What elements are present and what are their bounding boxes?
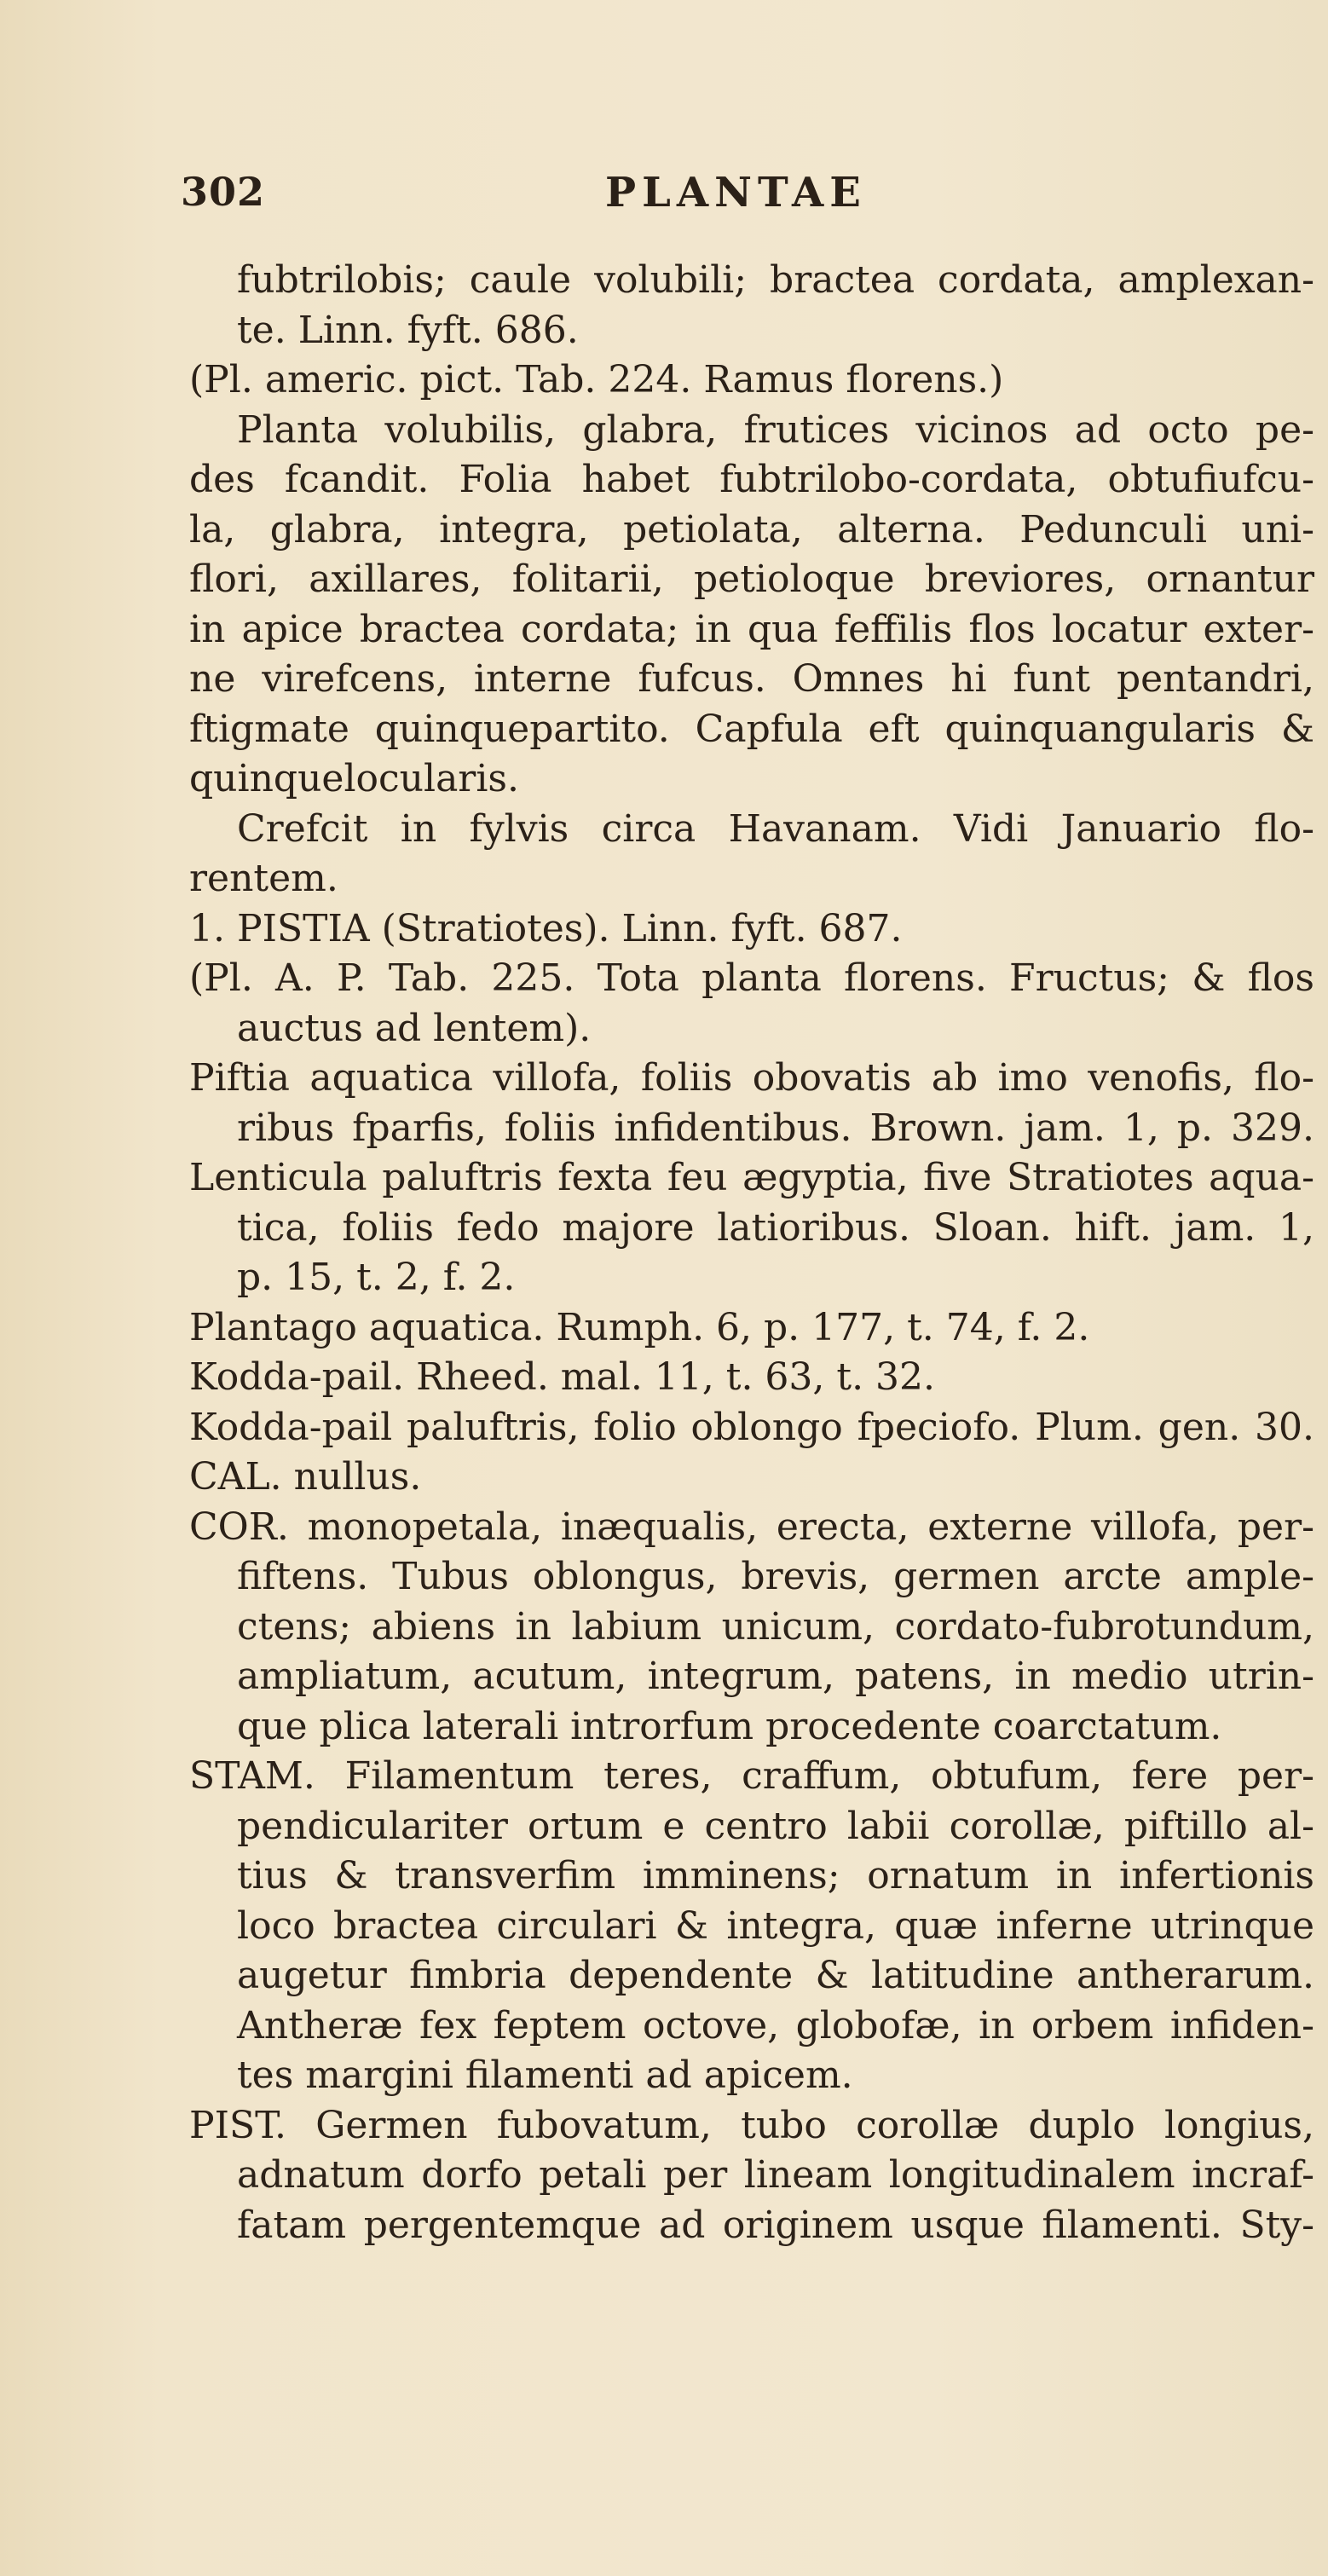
text-line: Kodda-pail. Rheed. mal. 11, t. 63, t. 32. <box>189 1355 936 1399</box>
text-line: Crefcit in fylvis circa Havanam. Vidi Januario flo- <box>237 806 1314 851</box>
text-line: COR. monopetala, inæqualis, erecta, externe villofa, per- <box>189 1505 1314 1549</box>
text-line: (Pl. A. P. Tab. 225. Tota planta florens. Fructus; & flos <box>189 956 1314 1000</box>
running-head: PLANTAE <box>605 169 867 217</box>
text-line: (Pl. americ. pict. Tab. 224. Ramus florens.) <box>189 358 1004 401</box>
text-line: fatam pergentemque ad originem usque filamenti. Sty- <box>237 2203 1314 2247</box>
text-line: la, glabra, integra, petiolata, alterna. Pedunculi uni- <box>189 507 1314 552</box>
text-line: ampliatum, acutum, integrum, patens, in medio utrin- <box>237 1655 1314 1698</box>
text-line: te. Linn. fyft. 686. <box>237 308 579 352</box>
text-line: Lenticula paluftris fexta feu ægyptia, five Stratiotes aqua- <box>189 1156 1314 1199</box>
text-line: PIST. Germen fubovatum, tubo corollæ duplo longius, <box>189 2103 1314 2147</box>
text-line: pendiculariter ortum e centro labii corollæ, piftillo al- <box>237 1804 1314 1848</box>
text-line: Antheræ fex feptem octove, globofæ, in orbem infiden- <box>237 2003 1314 2048</box>
text-line: fubtrilobis; caule volubili; bractea cordata, amplexan- <box>237 258 1314 302</box>
text-line: flori, axillares, folitarii, petioloque breviores, ornantur <box>189 557 1314 601</box>
text-line: auctus ad lentem). <box>237 1006 592 1050</box>
text-line: STAM. Filamentum teres, craffum, obtufum, fere per- <box>189 1754 1314 1798</box>
page-number: 302 <box>181 169 266 215</box>
text-line: Planta volubilis, glabra, frutices vicinos ad octo pe- <box>237 407 1314 452</box>
text-line: quinquelocularis. <box>189 757 519 800</box>
text-line: fiftens. Tubus oblongus, brevis, germen arcte ample- <box>237 1555 1314 1598</box>
text-line: que plica laterali introrfum procedente coarctatum. <box>237 1704 1222 1748</box>
text-line: Kodda-pail paluftris, folio oblongo fpeciofo. Plum. gen. 30. <box>189 1405 1314 1449</box>
page-header <box>0 169 1328 228</box>
text-line: loco bractea circulari & integra, quæ inferne utrinque <box>237 1903 1314 1948</box>
text-line: adnatum dorfo petali per lineam longitudinalem incraf- <box>237 2153 1314 2197</box>
page-body-text <box>189 256 1314 2250</box>
text-line: CAL. nullus. <box>189 1455 422 1499</box>
text-line: tica, foliis fedo majore latioribus. Sloan. hift. jam. 1, <box>237 1205 1314 1250</box>
text-line: ne virefcens, interne fufcus. Omnes hi funt pentandri, <box>189 657 1314 701</box>
text-line: tes margini filamenti ad apicem. <box>237 2053 853 2097</box>
text-line: des fcandit. Folia habet fubtrilobo-cordata, obtufiufcu- <box>189 458 1314 501</box>
text-line: ctens; abiens in labium unicum, cordato-fubrotundum, <box>237 1604 1314 1649</box>
text-line: augetur fimbria dependente & latitudine antherarum. <box>237 1954 1314 1997</box>
text-line: in apice bractea cordata; in qua feffilis flos locatur exter- <box>189 607 1314 651</box>
text-line: rentem. <box>189 857 338 900</box>
text-line: Plantago aquatica. Rumph. 6, p. 177, t. 74, f. 2. <box>189 1305 1090 1349</box>
text-line: ribus fparfis, foliis infidentibus. Brown. jam. 1, p. 329. <box>237 1106 1314 1150</box>
text-line: tius & transverfim imminens; ornatum in infertionis <box>237 1854 1314 1897</box>
text-line: p. 15, t. 2, f. 2. <box>237 1256 516 1299</box>
text-line: ftigmate quinquepartito. Capfula eft quinquangularis & <box>189 707 1314 751</box>
text-line: 1. PISTIA (Stratiotes). Linn. fyft. 687. <box>189 906 903 950</box>
text-line: Piftia aquatica villofa, foliis obovatis ab imo venofis, flo- <box>189 1056 1314 1100</box>
